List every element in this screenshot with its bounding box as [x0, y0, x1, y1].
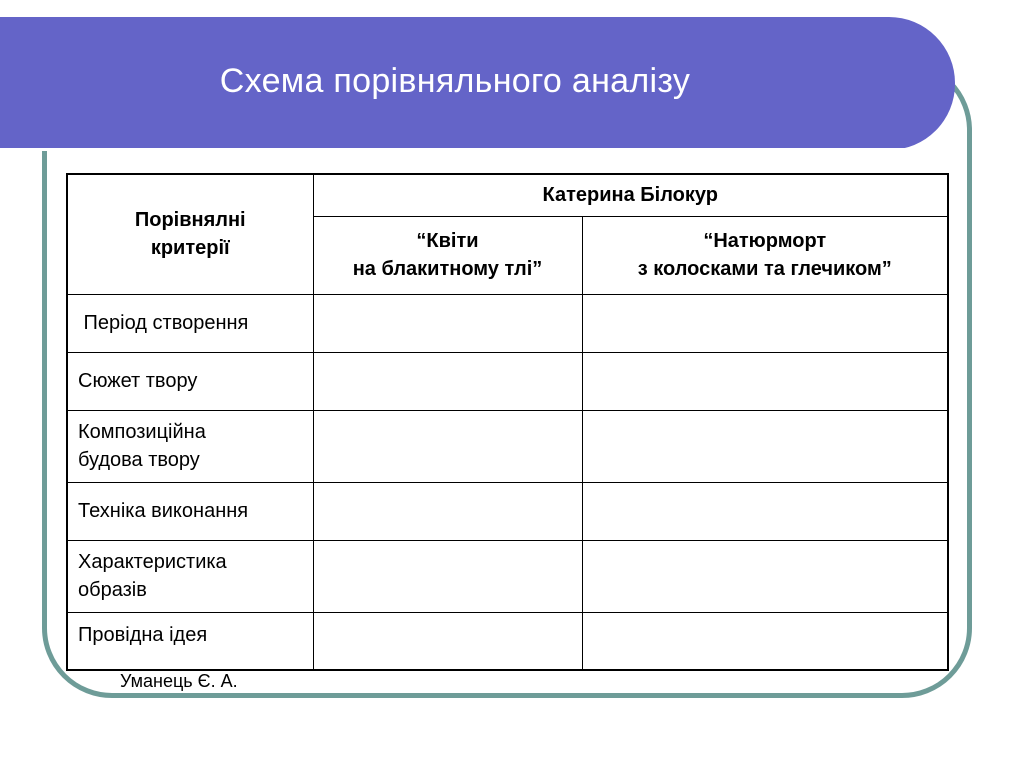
table-row — [67, 482, 948, 540]
table-row — [67, 294, 948, 352]
work-2-title-line1: “Натюрморт — [703, 230, 827, 252]
table-cell — [582, 612, 948, 670]
table-cell — [313, 482, 582, 540]
banner-divider — [0, 148, 905, 151]
artist-name: Катерина Білокур — [542, 184, 718, 207]
work-header-cell-1 — [313, 216, 582, 294]
table-row — [67, 410, 948, 482]
criteria-header-cell — [67, 174, 313, 294]
work-1-title-line2: на блакитному тлі” — [352, 258, 543, 280]
table-cell — [582, 352, 948, 410]
work-1-title-line1: “Квіти — [416, 230, 479, 252]
table-cell — [313, 410, 582, 482]
slide-title: Схема порівняльного аналізу — [219, 62, 691, 100]
table-cell — [313, 540, 582, 612]
work-header-cell-2 — [582, 216, 948, 294]
criteria-header-line1: Порівнялні — [134, 209, 246, 232]
row-label-composition: Композиційна будова твору — [67, 410, 313, 482]
table-cell — [582, 294, 948, 352]
row-label-period: Період створення — [67, 294, 313, 352]
table-cell — [313, 352, 582, 410]
work-2-title-line2: з колосками та глечиком” — [637, 258, 892, 280]
row-label-technique: Техніка виконання — [67, 482, 313, 540]
criteria-header-line2: критерії — [150, 237, 230, 260]
author-credit: Уманець Є. А. — [120, 671, 238, 691]
artist-header-cell — [313, 174, 948, 216]
table-row — [67, 612, 948, 670]
table-cell — [582, 410, 948, 482]
table-row — [67, 540, 948, 612]
table-cell — [582, 482, 948, 540]
comparison-table — [66, 173, 949, 671]
table-cell — [313, 294, 582, 352]
table-row — [67, 352, 948, 410]
table-cell — [582, 540, 948, 612]
row-label-plot: Сюжет твору — [67, 352, 313, 410]
row-label-images: Характеристика образів — [67, 540, 313, 612]
table-cell — [313, 612, 582, 670]
row-label-main-idea: Провідна ідея — [67, 612, 313, 670]
table-header-row — [67, 174, 948, 216]
